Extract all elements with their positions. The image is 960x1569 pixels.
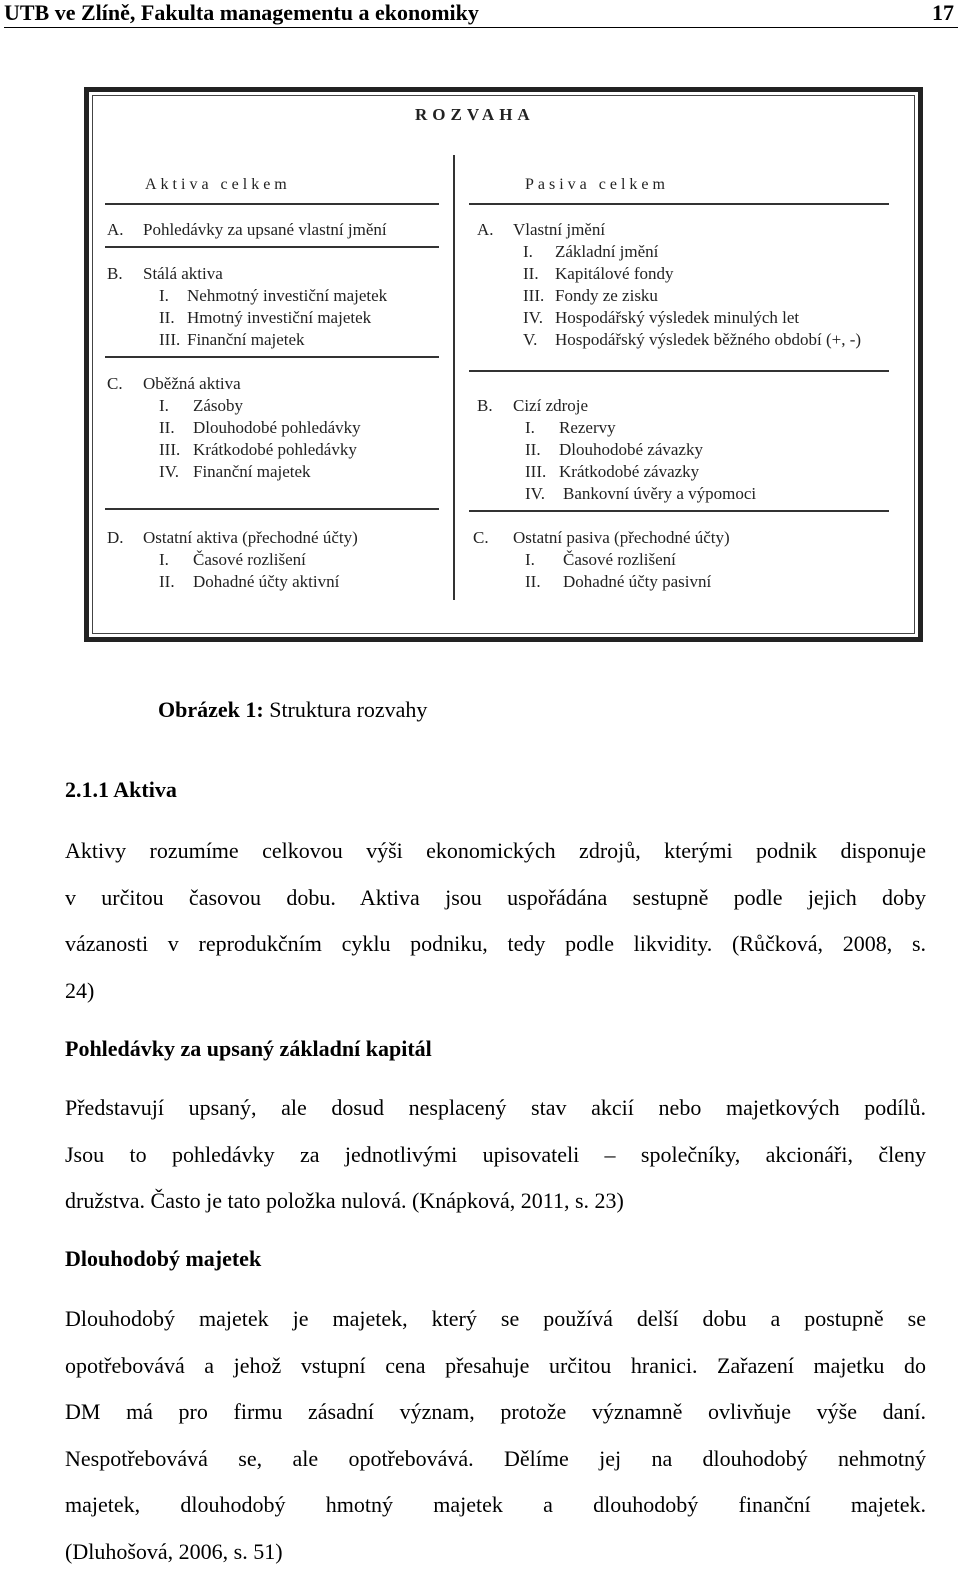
left-c4-roman: IV.: [159, 462, 179, 481]
left-d1-label: Časové rozlišení: [193, 550, 306, 569]
left-a-letter: A.: [107, 220, 124, 239]
left-b3-label: Finanční majetek: [187, 330, 305, 349]
paragraph-line: (Dluhošová, 2006, s. 51): [65, 1538, 283, 1564]
right-rule-2: [469, 510, 889, 512]
paragraph-line: Aktivy rozumíme celkovou výši ekonomických zdrojů, kterými podnik disponuje: [65, 838, 926, 863]
section-heading-pohledavky: Pohledávky za upsaný základní kapitál: [65, 1036, 432, 1061]
right-a3-label: Fondy ze zisku: [555, 286, 658, 305]
right-a1-label: Základní jmění: [555, 242, 659, 261]
left-c3-label: Krátkodobé pohledávky: [193, 440, 357, 459]
left-b2-label: Hmotný investiční majetek: [187, 308, 372, 327]
left-column-heading: Aktiva celkem: [145, 176, 291, 193]
paragraph-pohledavky: [65, 1085, 926, 1225]
paragraph-line: Jsou to pohledávky za jednotlivými upisovateli – společníky, akcionáři, členy: [65, 1141, 926, 1167]
left-rule-2: [105, 356, 439, 358]
right-column-heading: Pasiva celkem: [525, 176, 669, 193]
section-heading-dlouhodoby: Dlouhodobý majetek: [65, 1246, 262, 1271]
right-a4-label: Hospodářský výsledek minulých let: [555, 308, 800, 327]
right-c2-label: Dohadné účty pasivní: [563, 572, 712, 591]
left-c3-roman: III.: [159, 440, 181, 459]
header-title: UTB ve Zlíně, Fakulta managementu a ekonomiky: [4, 0, 479, 25]
right-a2-label: Kapitálové fondy: [555, 264, 674, 283]
paragraph-line: 24): [65, 977, 95, 1003]
paragraph-line: Dlouhodobý majetek je majetek, který se používá delší dobu a postupně se: [65, 1306, 926, 1331]
page-header: [4, 0, 958, 28]
left-d1-roman: I.: [159, 550, 169, 569]
paragraph-line: v určitou časovou dobu. Aktiva jsou uspořádána sestupně podle jejich doby: [65, 884, 926, 910]
right-a-label: Vlastní jmění: [513, 220, 606, 239]
paragraph-dlouhodoby: [65, 1296, 926, 1569]
left-c-letter: C.: [107, 374, 123, 393]
paragraph-line: Nespotřebovává se, ale opotřebovává. Dělíme jej na dlouhodobý nehmotný: [65, 1445, 926, 1471]
right-a1-roman: I.: [523, 242, 533, 261]
right-a5-label: Hospodářský výsledek běžného období (+, -): [555, 330, 862, 349]
right-c2-roman: II.: [525, 572, 541, 591]
paragraph-line: Představují upsaný, ale dosud nesplacený stav akcií nebo majetkových podílů.: [65, 1095, 926, 1120]
right-b-letter: B.: [477, 396, 493, 415]
left-b3-roman: III.: [159, 330, 181, 349]
left-d-label: Ostatní aktiva (přechodné účty): [143, 528, 358, 547]
caption-text: Struktura rozvahy: [269, 697, 428, 722]
left-b1-roman: I.: [159, 286, 169, 305]
page-number: 17: [932, 0, 954, 25]
right-a4-roman: IV.: [523, 308, 543, 327]
right-b2-roman: II.: [525, 440, 541, 459]
left-d2-roman: II.: [159, 572, 175, 591]
left-heading-rule: [105, 203, 439, 205]
section-heading-aktiva: 2.1.1 Aktiva: [65, 777, 177, 802]
left-a-label: Pohledávky za upsané vlastní jmění: [143, 220, 387, 239]
right-b1-label: Rezervy: [559, 418, 616, 437]
right-c-letter: C.: [473, 528, 489, 547]
right-rule-1: [469, 370, 889, 372]
paragraph-line: DM má pro firmu zásadní význam, protože významně ovlivňuje výše daní.: [65, 1399, 926, 1424]
left-b2-roman: II.: [159, 308, 175, 327]
left-d-letter: D.: [107, 528, 124, 547]
left-c1-roman: I.: [159, 396, 169, 415]
right-b3-roman: III.: [525, 462, 547, 481]
right-c-label: Ostatní pasiva (přechodné účty): [513, 528, 730, 547]
figure-title: ROZVAHA: [415, 105, 535, 124]
right-c1-label: Časové rozlišení: [563, 550, 676, 569]
caption-label: Obrázek 1:: [158, 697, 264, 722]
right-b2-label: Dlouhodobé závazky: [559, 440, 703, 459]
right-a2-roman: II.: [523, 264, 539, 283]
paragraph-line: vázanosti v reprodukčním cyklu podniku, tedy podle likvidity. (Růčková, 2008, s.: [65, 931, 926, 956]
figure-vertical-divider: [453, 155, 455, 600]
right-c1-roman: I.: [525, 550, 535, 569]
right-a5-roman: V.: [523, 330, 538, 349]
left-d2-label: Dohadné účty aktivní: [193, 572, 340, 591]
right-b3-label: Krátkodobé závazky: [559, 462, 700, 481]
right-a3-roman: III.: [523, 286, 545, 305]
left-b-label: Stálá aktiva: [143, 264, 223, 283]
right-b1-roman: I.: [525, 418, 535, 437]
left-rule-3: [105, 508, 439, 510]
left-c-label: Oběžná aktiva: [143, 374, 241, 393]
paragraph-line: opotřebovává a jehož vstupní cena přesahuje určitou hranici. Zařazení majetku do: [65, 1352, 926, 1378]
left-c4-label: Finanční majetek: [193, 462, 311, 481]
paragraph-line: majetek, dlouhodobý hmotný majetek a dlouhodobý finanční majetek.: [65, 1492, 926, 1517]
left-c2-label: Dlouhodobé pohledávky: [193, 418, 361, 437]
paragraph-line: družstva. Často je tato položka nulová. (Knápková, 2011, s. 23): [65, 1188, 624, 1213]
paragraph-aktiva: [65, 828, 926, 1014]
right-b-label: Cizí zdroje: [513, 396, 589, 415]
right-b4-label: Bankovní úvěry a výpomoci: [563, 484, 757, 503]
balance-sheet-figure: [84, 87, 923, 642]
left-b-letter: B.: [107, 264, 123, 283]
figure-caption: [158, 697, 427, 723]
left-b1-label: Nehmotný investiční majetek: [187, 286, 388, 305]
left-c2-roman: II.: [159, 418, 175, 437]
left-rule-1: [105, 246, 439, 248]
right-a-letter: A.: [477, 220, 494, 239]
left-c1-label: Zásoby: [193, 396, 244, 415]
right-b4-roman: IV.: [525, 484, 545, 503]
right-heading-rule: [469, 203, 889, 205]
